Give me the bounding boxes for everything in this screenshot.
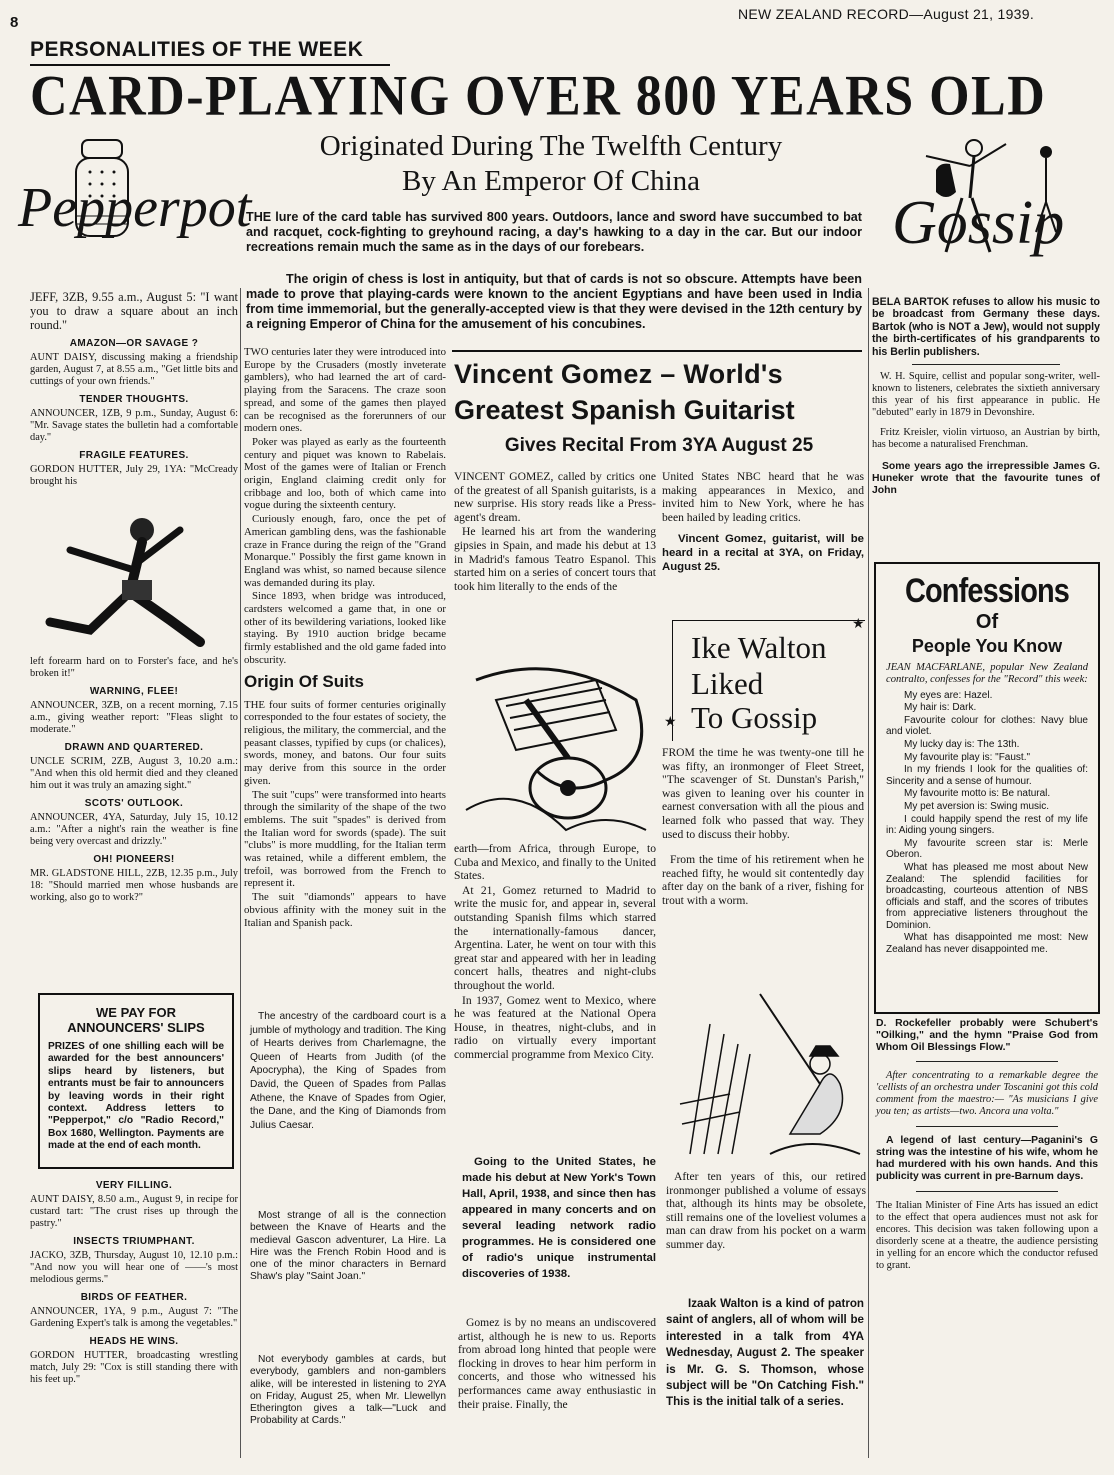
gomez-paragraph-c4: Going to the United States, he made his debut at New York's Town Hall, April, 1938, and since then has appeared in many concerts and on several leading network radio programmes. He is considered one of radio's unique instrumental discoveries of 1938.	[462, 1156, 656, 1280]
pepperpot-item-1: AUNT DAISY, discussing making a friendship garden, August 7, at 8.55 a.m., "Get little bits and cuttings of your own friends."	[30, 352, 238, 387]
gomez-paragraph-c2: At 21, Gomez returned to Madrid to write the music for, and appear in, several outstanding Spanish films which starred the internationally-famous dancer, Argentina. Later, he went on tour with this great star and appeared with her in leading concert halls, theatres and night-clubs throughout the world.	[454, 883, 656, 992]
pepperpot-heading-1: AMAZON—OR SAVAGE ?	[69, 338, 199, 349]
pepperpot-heading-9: INSECTS TRIUMPHANT.	[73, 1236, 195, 1247]
walton-paragraph-3: After ten years of this, our retired ironmonger published a volume of essays that, although its hints may be obsolete, still remains one of the loveliest volumes a man can draw from his pocket on a warm summer day.	[666, 1170, 866, 1251]
pepperpot-heading-3: FRAGILE FEATURES.	[79, 450, 189, 461]
pepperpot-item-3b: left forearm hard on to Forster's face, and he's broken it!"	[30, 656, 238, 679]
gomez-paragraph-b1: United States NBC heard that he was making appearances in Mexico, and invited him to New York, where he has been hailed by leading critics.	[662, 470, 864, 524]
confession-item: My lucky day is: The 13th.	[904, 738, 1020, 750]
pepperpot-item-9: JACKO, 3ZB, Thursday, August 10, 12.10 p.m.: "And now you will hear one of ——'s most melodious germs."	[30, 1250, 238, 1285]
confession-item: My favourite play is: "Faust."	[904, 751, 1031, 763]
gomez-paragraph-a2: He learned his art from the wandering gipsies in Spain, and made his debut at 13 in Madrid's famous Teatro Espanol. This started him on a series of concert tours that took him literally to the ends of the	[454, 525, 656, 593]
intro-paragraph-1: THE lure of the card table has survived 800 years. Outdoors, lance and sword have succumbed to bat and racquet, cock-fighting to greyhound racing, a day's hawking to a day in the car. But our indoor recreations remain much the same as in the days of our forebears.	[246, 210, 862, 254]
pepperpot-heading-10: BIRDS OF FEATHER.	[80, 1292, 188, 1303]
cards-paragraph-3: Curiously enough, faro, once the pet of American gambling dens, was the fashionable craze in France during the reign of the "Grand Monarque." Possibly the first game known in England was whist, so named because silence was demanded during its play.	[244, 513, 446, 589]
confession-item: Favourite colour for clothes: Navy blue and violet.	[886, 714, 1088, 738]
gossip-item-2: W. H. Squire, cellist and popular song-writer, well-known to listeners, celebrates the sixtieth anniversary this year of his first appearance in public. He "debuted" early in 1879 in Devonshire.	[872, 371, 1100, 419]
gossip-item-6: After concentrating to a remarkable degree the 'cellists of an orchestra under Toscanini got this cold comment from the maestro:— "As musicians I give you ten; as artists—two. Ancora una volta."	[876, 1069, 1098, 1117]
cards-paragraph-9: Most strange of all is the connection between the Knave of Hearts and the medieval Gascon adventurer, La Hire. La Hire was the French Robin Hood and is one of the minor characters in Bernard Shaw's play "Saint Joan."	[250, 1210, 446, 1283]
announcers-slips-title: WE PAY FOR ANNOUNCERS' SLIPS	[67, 1005, 205, 1035]
confessions-title-2: Of	[975, 611, 999, 633]
pepperpot-heading-7: OH! PIONEERS!	[93, 854, 175, 865]
walton-paragraph-4: Izaak Walton is a kind of patron saint of anglers, all of whom will be interested in a talk from 4YA Wednesday, August 2. The speaker is Mr. G. S. Thomson, whose subject will be "On Catching Fish." This is the initial talk of a series.	[666, 1297, 864, 1409]
pepperpot-column-bottom	[30, 1174, 238, 1386]
pepperpot-item-8: AUNT DAISY, 8.50 a.m., August 9, in recipe for custard tart: "The crust rises up through the pastry."	[30, 1194, 238, 1229]
pepperpot-item-3a: GORDON HUTTER, July 29, 1YA: "McCready brought his	[30, 464, 238, 487]
pepperpot-logo	[18, 132, 252, 280]
gomez-subheadline: Gives Recital From 3YA August 25	[504, 435, 814, 456]
gomez-column-1-top	[454, 470, 656, 594]
cards-paragraph-7: The suit "diamonds" appears to have obvious affinity with the money suit in the Italian and Spanish pack.	[244, 891, 446, 929]
origin-of-suits-heading: Origin Of Suits	[244, 671, 364, 691]
pepperpot-column-top	[30, 290, 238, 488]
angler-illustration	[670, 984, 866, 1164]
gossip-column-top	[872, 296, 1100, 497]
pepperpot-item-7: MR. GLADSTONE HILL, 2ZB, 12.35 p.m., July 18: "Should married men whose husbands are working, also go to work?"	[30, 868, 238, 903]
confession-item: My pet aversion is: Swing music.	[904, 800, 1050, 812]
pepperpot-heading-8: VERY FILLING.	[95, 1180, 173, 1191]
pepperpot-item-2: ANNOUNCER, 1ZB, 9 p.m., Sunday, August 6: "Mr. Savage states the bulletin had a comfortable day."	[30, 408, 238, 443]
cards-paragraph-8: The ancestry of the cardboard court is a jumble of mythology and tradition. The King of Hearts derives from Charlemagne, the Queen of Hearts from Judith (of the Apocrypha), the King of Spades from David, the Queen of Spades from Pallas Athene, the Knave of Spades from Ogier, the Dane, and the King of Diamonds from Julius Caesar.	[250, 1011, 446, 1131]
walton-headline-box	[672, 620, 865, 741]
confession-item: What has disappointed me most: New Zealand has never disappointed me.	[886, 932, 1088, 956]
pepperpot-heading-11: HEADS HE WINS.	[89, 1336, 179, 1347]
wrestler-illustration	[30, 510, 240, 655]
gomez-paragraph-a1: VINCENT GOMEZ, called by critics one of the greatest of all Spanish guitarists, is a new surprise. His story reads like a Press-agent's dream.	[454, 470, 656, 524]
pepperpot-heading-4: WARNING, FLEE!	[89, 686, 179, 697]
page-number: 8	[10, 14, 19, 31]
gomez-column-2-top	[662, 470, 864, 575]
walton-paragraph-2: From the time of his retirement when he reached fifty, he would sit contentedly day after day on the bank of a river, fishing for trout with a worm.	[662, 853, 864, 907]
gossip-item-8: The Italian Minister of Fine Arts has issued an edict to the effect that opera audiences must not ask for encores. This decision was taken following upon a disorderly scene at a theatre, the audience persisting in yelling for an encore which the conductor refused to grant.	[876, 1200, 1098, 1272]
cards-paragraph-5: THE four suits of former centuries originally corresponded to the four estates of society, the religious, the military, the commercial, and the peasant classes, typified by cups (or chalices), swords, money, and batons. Our four suits may derive from this source in the order given.	[244, 698, 446, 787]
pepperpot-item-11: GORDON HUTTER, broadcasting wrestling match, July 29: "Cox is still standing there with his feet up."	[30, 1350, 238, 1385]
walton-headline-2: Liked	[691, 666, 764, 701]
pepperpot-heading-6: SCOTS' OUTLOOK.	[84, 798, 184, 809]
pepperpot-item-6: ANNOUNCER, 4YA, Saturday, July 15, 10.12 a.m.: "After a night's rain the weather is fine being very overcast and drizzly."	[30, 812, 238, 847]
pepperpot-heading-5: DRAWN AND QUARTERED.	[64, 742, 204, 753]
cards-paragraph-1: TWO centuries later they were introduced into Europe by the Crusaders (mostly inveterate gamblers), who had learned the art of card-playing from the Saracens. The craze soon spread, and some of the games then played can be recognised as the forerunners of our modern ones.	[244, 346, 446, 435]
walton-headline-1: Ike Walton	[691, 630, 827, 665]
intro-block	[246, 210, 862, 257]
confessions-box	[874, 562, 1100, 1014]
pepperpot-item-5: UNCLE SCRIM, 2ZB, August 3, 10.20 a.m.: "And when this old hermit died and they cleaned him out it was truly an amazing sight."	[30, 756, 238, 791]
confession-item: My favourite screen star is: Merle Oberon.	[886, 837, 1088, 861]
gossip-logo-text: Gossip	[892, 189, 1065, 257]
gomez-paragraph-c1: earth—from Africa, through Europe, to Cuba and Mexico, and finally to the United States.	[454, 842, 656, 883]
gomez-paragraph-c5: Gomez is by no means an undiscovered artist, although he is new to us. Reports from abroad long hinted that people were flocking in droves to hear him perform in concerts, and those who witnessed his performances came away enthusiastic in their praise. Finally, the	[458, 1316, 656, 1411]
walton-headline-3: To Gossip	[691, 700, 818, 735]
pepperpot-logo-text: Pepperpot	[18, 177, 252, 239]
confessions-intro: JEAN MACFARLANE, popular New Zealand contralto, confesses for the "Record" this week:	[886, 662, 1088, 685]
cards-paragraph-2: Poker was played as early as the fourteenth century and piquet was known to Rabelais. Most of the games were of Italian or French origin, England claiming credit only for cribbage and loo, both of which came into vogue during the sixteenth century.	[244, 435, 446, 512]
gomez-headline-1: Vincent Gomez – World's	[454, 359, 783, 389]
confession-item: In my friends I look for the qualities of: Sincerity and a sense of humour.	[886, 764, 1088, 787]
announcers-slips-box	[38, 993, 234, 1169]
headline: CARD-PLAYING OVER 800 YEARS OLD	[30, 65, 1047, 128]
walton-paragraph-1: FROM the time he was twenty-one till he was fifty, an ironmonger of Fleet Street, "The scavenger of St. Dunstan's Parish," was given to leaning over his counter in earnest conversation with all the pious and learned folk who passed that way. They used to discuss their hobby.	[662, 746, 864, 841]
gomez-paragraph-c3: In 1937, Gomez went to Mexico, where he was featured at the National Opera House, in theatres, night-clubs, and in radio on virtually every important commercial programme from Mexico City.	[454, 993, 656, 1061]
subheadline-2: By An Emperor Of China	[401, 165, 700, 197]
cards-paragraph-4: Since 1893, when bridge was introduced, cardsters welcomed a game that, in one or other of its bewildering variations, looked like staying. By 1910 auction bridge became firmly established and the old game faded into obscurity.	[244, 590, 446, 666]
gossip-item-5: D. Rockefeller probably were Schubert's "Oilking," and the hymn "Praise God from Whom Oil Blessings Flow."	[876, 1018, 1098, 1054]
guitar-illustration	[456, 660, 656, 840]
announcers-slips-text: PRIZES of one shilling each will be awarded for the best announcers' slips heard by listeners, but entrants must be fair to announcers by leaving words in their right context. Address letters to "Pepperpot," c/o "Radio Record," Box 1680, Wellington. Payments are made at the end of each month.	[48, 1041, 224, 1152]
pepperpot-heading-2: TENDER THOUGHTS.	[79, 394, 189, 405]
intro-paragraph-2: The origin of chess is lost in antiquity, but that of cards is not so obscure. Attempts have been made to prove that playing-cards were known to the ancient Egyptians and have been used in India from time immemorial, but the generally-accepted view is that they were devised in the 12th century by a reigning Emperor of China for the amusement of his concubines.	[246, 272, 862, 331]
gomez-paragraph-c5-wrap	[458, 1316, 656, 1412]
cards-paragraph-10: Not everybody gambles at cards, but everybody, gamblers and non-gamblers alike, will be interested in listening to 2YA on Friday, August 25, when Mr. Llewellyn Etherington gives a talk—"Luck and Probability at Cards."	[250, 1354, 446, 1427]
gossip-logo	[866, 132, 1100, 280]
confession-item: My favourite motto is: Be natural.	[904, 788, 1051, 800]
gossip-item-1: BELA BARTOK refuses to allow his music to be broadcast from Germany these days. Bartok (who is NOT a Jew), would not supply the birth-certificates of his grandparents to his Berlin publishers.	[872, 296, 1100, 358]
pepperpot-column-mid	[30, 656, 238, 904]
walton-column-bottom	[666, 1170, 866, 1253]
subheadline-1: Originated During The Twelfth Century	[319, 130, 783, 162]
confessions-title-1: Confessions	[904, 572, 1070, 610]
pepperpot-item-jeff: JEFF, 3ZB, 9.55 a.m., August 5: "I want you to draw a square about an inch round."	[30, 290, 238, 332]
confession-item: What has pleased me most about New Zealand: The splendid facilities for broadcasting, courteous attention of NBS officials and staff, and the scores of tributes from appreciative listeners throughout the Dominion.	[886, 861, 1088, 931]
confessions-title-3: People You Know	[911, 636, 1063, 656]
gomez-recital-note: Vincent Gomez, guitarist, will be heard in a recital at 3YA, on Friday, August 25.	[662, 533, 864, 574]
gomez-column-1-bottom	[454, 842, 656, 1063]
gossip-item-3: Fritz Kreisler, violin virtuoso, an Austrian by birth, has become a naturalised Frenchman.	[872, 427, 1100, 451]
confession-item: My eyes are: Hazel.	[904, 689, 993, 701]
cards-column	[244, 346, 446, 930]
confession-item: My hair is: Dark.	[904, 702, 977, 714]
gomez-headline-2: Greatest Spanish Guitarist	[454, 395, 795, 425]
star-icon: ★	[852, 617, 865, 632]
masthead: NEW ZEALAND RECORD—August 21, 1939.	[738, 6, 1035, 22]
section-title: PERSONALITIES OF THE WEEK	[30, 38, 364, 61]
pepperpot-item-10: ANNOUNCER, 1YA, 9 p.m., August 7: "The Gardening Expert's talk is among the vegetables."	[30, 1306, 238, 1329]
star-icon: ★	[664, 715, 677, 730]
walton-column-top	[662, 746, 864, 909]
pepperpot-item-4: ANNOUNCER, 3ZB, on a recent morning, 7.15 a.m., giving weather report: "Fleas slight to moderate."	[30, 700, 238, 735]
confessions-list	[876, 686, 1098, 956]
confession-item: I could happily spend the rest of my life in: Aiding young singers.	[886, 813, 1088, 837]
cards-paragraph-6: The suit "cups" were transformed into hearts through the similarity of the shape of the two emblems. The suit "spades" is derived from the Italian word for swords (spade). The suit "clubs" is more muddling, for the Italian term was retained, while a different emblem, the trefoil, was borrowed from the French to represent it.	[244, 788, 446, 890]
gossip-item-4: Some years ago the irrepressible James G. Huneker wrote that the favourite tunes of John	[872, 461, 1100, 497]
gossip-item-7: A legend of last century—Paganini's G string was the intestine of his wife, whom he had murdered with his own hands. And this publicity was current in pre-Barnum days.	[876, 1134, 1098, 1183]
gossip-column-bottom	[876, 1018, 1098, 1272]
